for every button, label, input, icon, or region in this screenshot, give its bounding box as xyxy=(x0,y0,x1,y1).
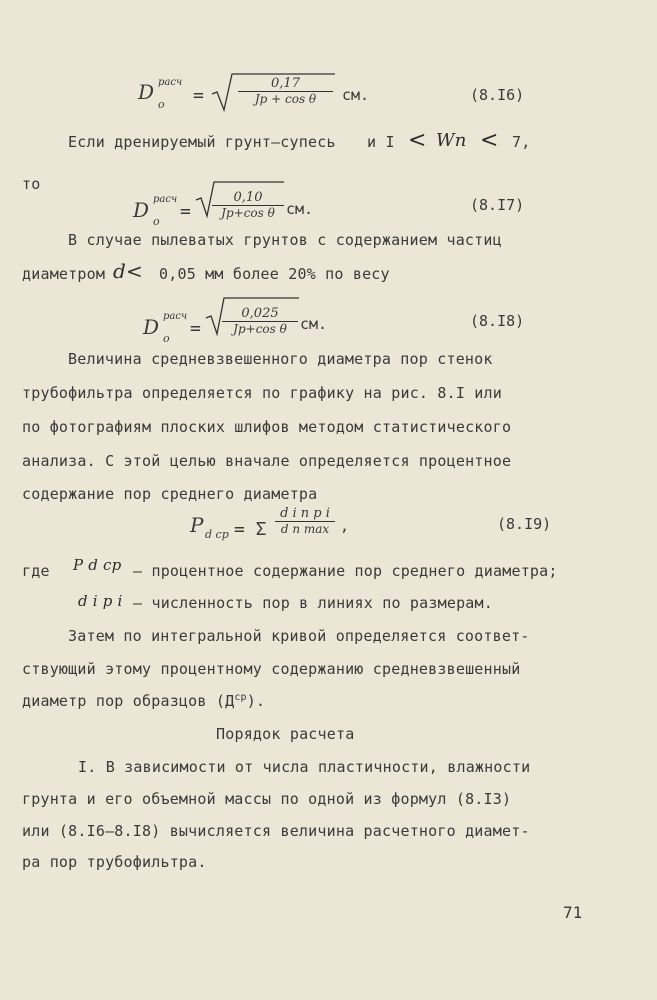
formula-unit: см. xyxy=(300,315,328,333)
paragraph-3-line: I. В зависимости от числа пластичности, влажности xyxy=(78,758,531,776)
formula-unit: см. xyxy=(286,200,314,218)
paragraph-3-line: или (8.I6–8.I8) вычисляется величина расчетного диамет- xyxy=(22,822,530,840)
case-text-line2-a: диаметром xyxy=(22,265,106,283)
formula-tail: , xyxy=(340,517,350,535)
equation-number: (8.I7) xyxy=(470,196,525,214)
case-text-line1: В случае пылеватых грунтов с содержанием частиц xyxy=(68,231,502,249)
where-definition-1: – процентное содержание пор среднего диаметра; xyxy=(133,562,558,580)
paragraph-3-line: ра пор трубофильтра. xyxy=(22,853,207,871)
formula-lhs: D xyxy=(138,80,155,104)
condition-w: Wn xyxy=(436,130,467,151)
equation-number: (8.I8) xyxy=(470,312,525,330)
formula-equals: = xyxy=(180,201,191,222)
fraction-numerator: d i n p i xyxy=(275,506,335,522)
formula-fraction xyxy=(212,190,284,220)
condition-less1: < xyxy=(408,128,427,153)
formula-fraction xyxy=(275,506,335,536)
case-text-d: d< xyxy=(113,259,143,283)
formula-lhs: D xyxy=(133,198,150,222)
formula-equals-sum: = Σ xyxy=(234,519,267,540)
paragraph-3-line: грунта и его объемной массы по одной из формул (8.I3) xyxy=(22,790,512,808)
paragraph-2-text: диаметр пор образцов (Д xyxy=(22,692,235,710)
section-heading: Порядок расчета xyxy=(216,725,355,743)
fraction-numerator: 0,10 xyxy=(212,190,284,206)
condition-text: Если дренируемый грунт–супесь xyxy=(68,133,336,151)
formula-sub: o xyxy=(158,98,165,111)
paragraph-1-line: Величина средневзвешенного диаметра пор стенок xyxy=(68,350,493,368)
fraction-numerator: 0,025 xyxy=(222,306,298,322)
formula-equals: = xyxy=(190,318,201,339)
condition-less2: < xyxy=(480,128,499,153)
where-definition-2: – численность пор в линиях по размерам. xyxy=(133,594,493,612)
paragraph-2-close: ). xyxy=(246,692,266,710)
page-number: 71 xyxy=(563,903,583,922)
paragraph-1-line: по фотографиям плоских шлифов методом статистического xyxy=(22,418,512,436)
condition-value: 7, xyxy=(512,133,531,151)
text-to: то xyxy=(22,175,41,193)
where-symbol-1: P d cp xyxy=(73,556,122,574)
case-text-line2-b: 0,05 мм более 20% по весу xyxy=(159,265,390,283)
formula-equals: = xyxy=(193,85,204,106)
formula-lhs: D xyxy=(143,315,160,339)
formula-sub: o xyxy=(163,332,170,345)
fraction-denominator: Jp + cos θ xyxy=(254,92,317,106)
formula-lhs-sub: d cp xyxy=(205,528,229,541)
formula-sup: расч xyxy=(163,311,188,322)
paragraph-2-line-3 xyxy=(22,692,265,710)
fraction-numerator: 0,17 xyxy=(238,76,333,92)
formula-sub: o xyxy=(153,215,160,228)
fraction-denominator: d n max xyxy=(280,522,330,536)
superscript-cp: ср xyxy=(234,692,247,703)
formula-unit: см. xyxy=(342,86,370,104)
where-symbol-2: d i p i xyxy=(78,592,123,610)
paragraph-1-line: содержание пор среднего диаметра xyxy=(22,485,318,503)
condition-i: и I xyxy=(367,133,395,151)
equation-number: (8.I6) xyxy=(470,86,525,104)
paragraph-1-line: анализа. С этой целью вначале определяется процентное xyxy=(22,452,512,470)
fraction-denominator: Jp+cos θ xyxy=(233,322,287,336)
equation-number: (8.I9) xyxy=(497,515,552,533)
formula-sup: расч xyxy=(153,194,178,205)
formula-fraction xyxy=(222,306,298,336)
formula-sup: расч xyxy=(158,77,183,88)
fraction-denominator: Jp+cos θ xyxy=(221,206,275,220)
formula-fraction xyxy=(238,76,333,106)
where-label: где xyxy=(22,562,50,580)
paragraph-2-line: Затем по интегральной кривой определяется соответ- xyxy=(68,627,530,645)
paragraph-1-line: трубофильтра определяется по графику на рис. 8.I или xyxy=(22,384,502,402)
paragraph-2-line: ствующий этому процентному содержанию средневзвешенный xyxy=(22,660,521,678)
formula-lhs: P xyxy=(190,513,204,537)
